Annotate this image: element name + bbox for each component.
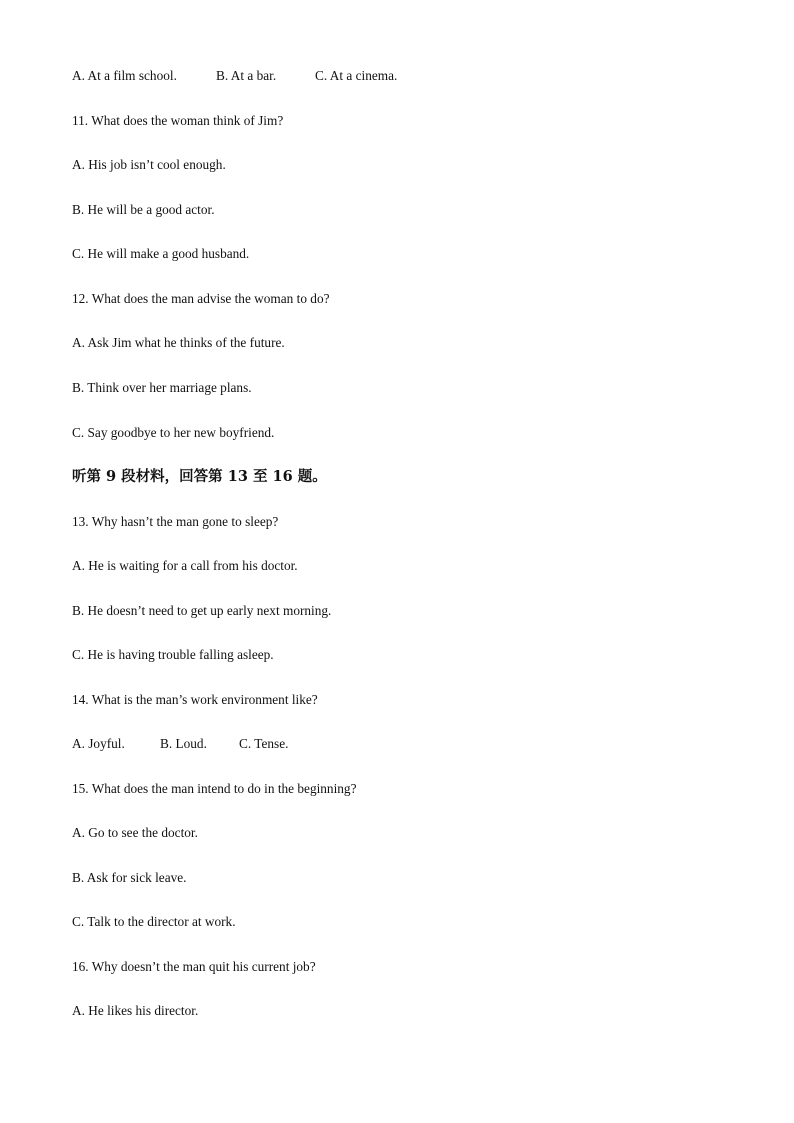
q13-question: 13. Why hasn’t the man gone to sleep? [72,514,279,529]
q12-option-c: C. Say goodbye to her new boyfriend. [72,425,275,440]
q14-option-c: C. Tense. [239,736,289,751]
q14-question: 14. What is the man’s work environment like? [72,692,318,707]
q10-option-b: B. At a bar. [216,68,277,83]
q11-option-c: C. He will make a good husband. [72,246,250,261]
q15-question: 15. What does the man intend to do in the beginning? [72,781,357,796]
q15-option-a: A. Go to see the doctor. [72,825,198,840]
q12-question: 12. What does the man advise the woman to do? [72,291,330,306]
q13-option-b: B. He doesn’t need to get up early next morning. [72,603,332,618]
q14-options-row [72,736,288,752]
q12-option-b: B. Think over her marriage plans. [72,380,252,395]
q16-question: 16. Why doesn’t the man quit his current job? [72,959,316,974]
q16-option-a: A. He likes his director. [72,1003,199,1018]
q11-option-b: B. He will be a good actor. [72,202,215,217]
section-9-heading: 听第 9 段材料，回答第 13 至 16 题。 [72,468,327,485]
q11-option-a: A. His job isn’t cool enough. [72,157,226,172]
q15-option-c: C. Talk to the director at work. [72,914,236,929]
q10-option-a: A. At a film school. [72,68,177,83]
q14-option-a: A. Joyful. [72,736,125,751]
q14-option-b: B. Loud. [160,736,207,751]
q13-option-c: C. He is having trouble falling asleep. [72,647,274,662]
q11-question: 11. What does the woman think of Jim? [72,113,284,128]
q10-option-c: C. At a cinema. [315,68,398,83]
q13-option-a: A. He is waiting for a call from his doctor. [72,558,298,573]
q10-options-row [72,68,397,84]
q15-option-b: B. Ask for sick leave. [72,870,187,885]
q12-option-a: A. Ask Jim what he thinks of the future. [72,335,285,350]
